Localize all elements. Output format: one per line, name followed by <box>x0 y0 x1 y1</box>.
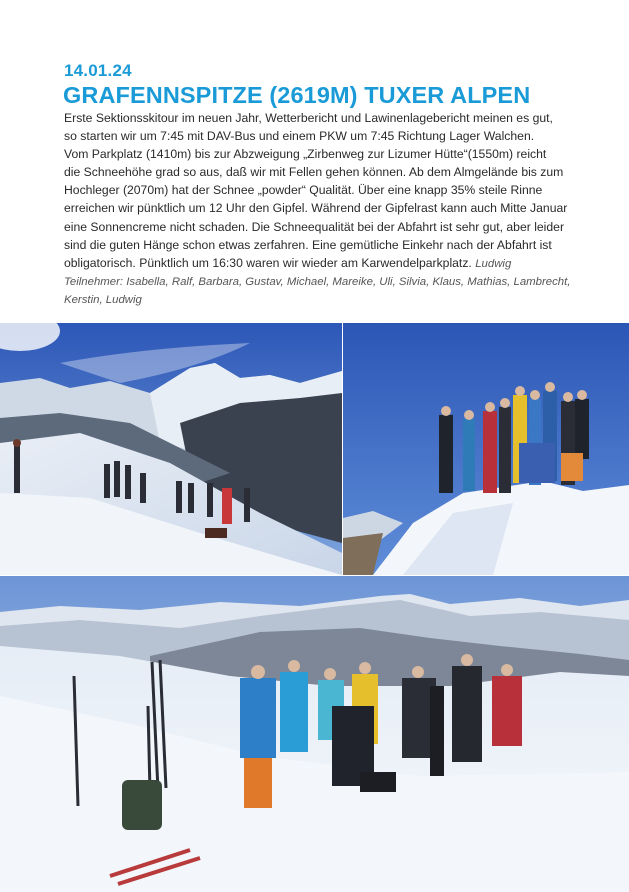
body-line: eine Sonnencreme nicht schaden. Die Schneequalität bei der Abfahrt ist sehr gut, aber leider <box>64 219 564 234</box>
body-last-text: obligatorisch. Pünktlich um 16:30 waren wir wieder am Karwendelparkplatz. <box>64 255 472 270</box>
body-line: Vom Parkplatz (1410m) bis zur Abzweigung „Zirbenweg zur Lizumer Hütte“(1550m) reicht <box>64 147 547 162</box>
body-line: erreichen wir pünktlich um 12 Uhr den Gipfel. Während der Gipfelrast kann auch Mitte Januar <box>64 201 568 216</box>
photo-summit-group <box>343 323 629 575</box>
article-title: GRAFENNSPITZE (2619M) TUXER ALPEN <box>63 82 531 108</box>
participants-line: Kerstin, Ludwig <box>64 293 142 306</box>
author: Ludwig <box>475 257 512 270</box>
photo-ascent-valley <box>0 323 342 575</box>
article-body <box>64 109 604 309</box>
body-line: Hochleger (2070m) hat der Schnee „powder“ Qualität. Über eine knapp 35% steile Rinne <box>64 183 543 198</box>
article-date: 14.01.24 <box>64 61 132 80</box>
body-line: so starten wir um 7:45 mit DAV-Bus und einem PKW um 7:45 Richtung Lager Walchen. <box>64 129 535 144</box>
body-line-last <box>64 254 604 273</box>
photo-summit-panorama <box>0 576 629 892</box>
body-line: Erste Sektionsskitour im neuen Jahr, Wetterbericht und Lawinenlagebericht meinen es gut, <box>64 111 553 125</box>
body-line: die Schneehöhe grad so aus, daß wir mit Fellen gehen können. Ab dem Almgelände bis zum <box>64 165 564 180</box>
participants-line: Teilnehmer: Isabella, Ralf, Barbara, Gustav, Michael, Mareike, Uli, Silvia, Klaus, Mathias, Lambrecht, <box>64 275 571 288</box>
body-line: sind die guten Hänge schon etwas zerfahren. Eine gemütliche Einkehr nach der Abfahrt ist <box>64 237 552 252</box>
